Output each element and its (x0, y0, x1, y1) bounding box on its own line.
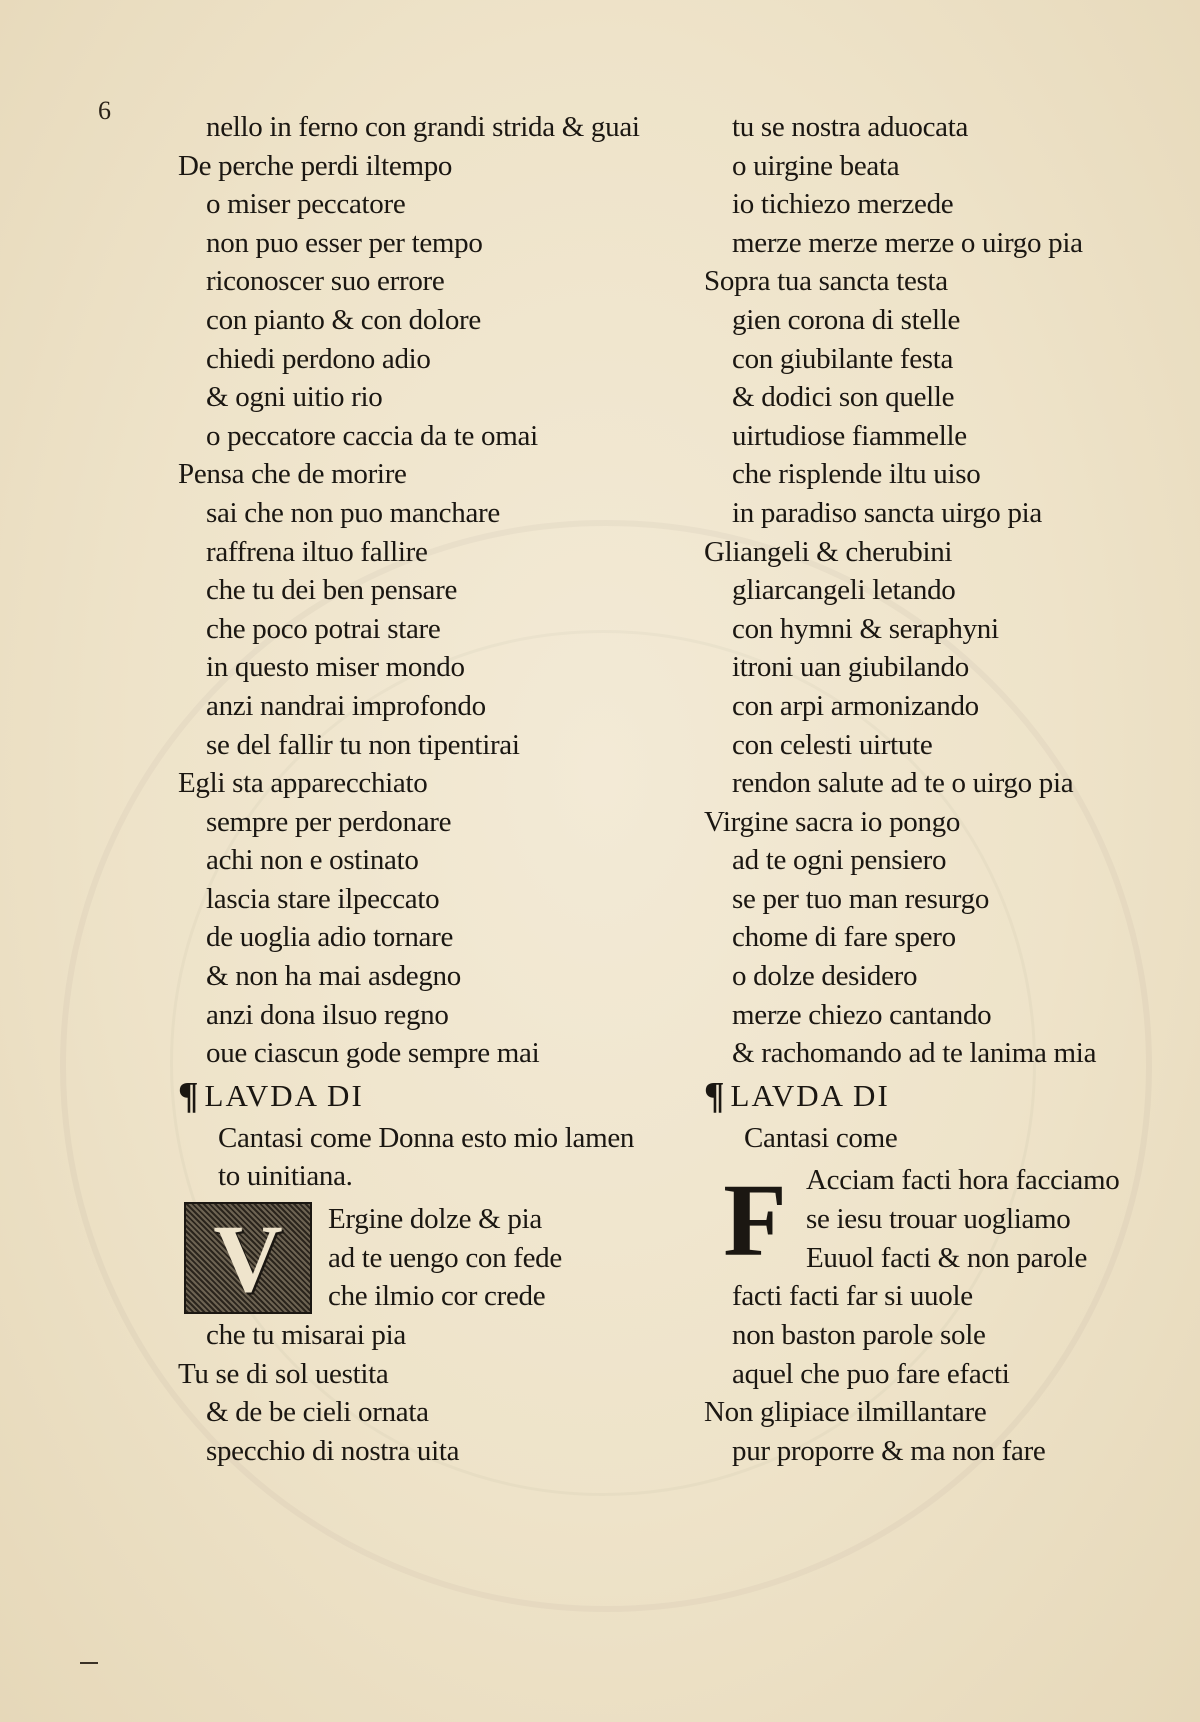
left-initial-block (178, 1200, 718, 1316)
verse-line: che risplende iltu uiso (732, 458, 981, 491)
right-initial-lines (806, 1161, 1119, 1277)
right-initial-block (704, 1161, 1200, 1277)
verse-line: io tichiezo merzede (732, 188, 954, 221)
verse-line: raffrena iltuo fallire (206, 535, 428, 568)
left-section-heading (178, 1073, 718, 1119)
right-section-heading (704, 1073, 1200, 1119)
verse-line: in questo miser mondo (206, 651, 465, 684)
verse-line: merze chiezo cantando (732, 998, 992, 1031)
left-column (178, 108, 718, 1470)
left-after-block (178, 1316, 718, 1470)
verse-line: Cantasi come (744, 1121, 898, 1154)
verse-line: to uinitiana. (218, 1160, 353, 1193)
verse-line: facti facti far si uuole (732, 1280, 973, 1313)
verse-line: Ergine dolze & pia (328, 1203, 542, 1236)
verse-line: chiedi perdono adio (206, 342, 431, 375)
verse-line: che tu misarai pia (206, 1319, 406, 1352)
verse-line: & non ha mai asdegno (206, 960, 461, 993)
verse-line: Acciam facti hora facciamo (806, 1164, 1120, 1197)
verse-line: con pianto & con dolore (206, 303, 481, 336)
verse-line: o peccatore caccia da te omai (206, 419, 538, 452)
verse-line: itroni uan giubilando (732, 651, 969, 684)
verse-line: con hymni & seraphyni (732, 612, 999, 645)
verse-line: nello in ferno con grandi strida & guai (206, 111, 640, 143)
left-verse-block (178, 108, 718, 1073)
verse-line: se iesu trouar uogliamo (806, 1203, 1071, 1236)
verse-line: specchio di nostra uita (206, 1434, 460, 1467)
verse-line: con arpi armonizando (732, 689, 979, 722)
verse-line: & rachomando ad te lanima mia (732, 1037, 1097, 1070)
verse-line: lascia stare ilpeccato (206, 882, 440, 915)
verse-line: De perche perdi iltempo (178, 149, 453, 182)
verse-line: aquel che puo fare efacti (732, 1357, 1010, 1390)
verse-line: che poco potrai stare (206, 612, 441, 645)
verse-line: Virgine sacra io pongo (704, 805, 961, 838)
verse-line: Pensa che de morire (178, 458, 407, 491)
decorated-initial-v: V (184, 1202, 312, 1314)
verse-line: se per tuo man resurgo (732, 882, 990, 915)
verse-line: sempre per perdonare (206, 805, 452, 838)
verse-line: Cantasi come Donna esto mio lamen (218, 1121, 635, 1154)
verse-line: sai che non puo manchare (206, 496, 500, 529)
verse-line: tu se nostra aduocata (732, 111, 969, 143)
verse-line: de uoglia adio tornare (206, 921, 454, 954)
right-heading-text: LAVDA DI (730, 1077, 890, 1113)
verse-line: & ogni uitio rio (206, 381, 383, 414)
verse-line: Egli sta apparecchiato (178, 767, 428, 800)
verse-line: che ilmio cor crede (328, 1280, 546, 1313)
verse-line: & dodici son quelle (732, 381, 955, 414)
margin-dash (80, 1662, 98, 1664)
folio-mark: 6 (98, 96, 111, 125)
verse-line: o dolze desidero (732, 960, 918, 993)
verse-line: che tu dei ben pensare (206, 574, 458, 607)
verse-line: Sopra tua sancta testa (704, 265, 948, 298)
verse-line: rendon salute ad te o uirgo pia (732, 767, 1074, 800)
verse-line: o miser peccatore (206, 188, 406, 221)
verse-line: uirtudiose fiammelle (732, 419, 967, 452)
verse-line: oue ciascun gode sempre mai (206, 1037, 540, 1070)
verse-line: o uirgine beata (732, 149, 900, 182)
verse-line: Tu se di sol uestita (178, 1357, 389, 1390)
verse-line: merze merze merze o uirgo pia (732, 226, 1083, 259)
right-verse-block (704, 108, 1200, 1073)
right-after-block (704, 1277, 1200, 1470)
verse-line: pur proporre & ma non fare (732, 1434, 1046, 1467)
right-column (704, 108, 1200, 1470)
verse-line: con giubilante festa (732, 342, 954, 375)
verse-line: anzi dona ilsuo regno (206, 998, 449, 1031)
verse-line: in paradiso sancta uirgo pia (732, 496, 1042, 529)
left-rubric (178, 1119, 718, 1196)
open-initial-f: F (723, 1163, 787, 1279)
verse-line: non puo esser per tempo (206, 226, 483, 259)
verse-line: riconoscer suo errore (206, 265, 445, 298)
pilcrow-icon: ¶ (178, 1074, 201, 1117)
left-heading-text: LAVDA DI (204, 1077, 364, 1113)
verse-line: anzi nandrai improfondo (206, 689, 486, 722)
verse-line: Euuol facti & non parole (806, 1241, 1088, 1274)
left-initial-lines (328, 1200, 562, 1316)
verse-line: se del fallir tu non tipentirai (206, 728, 520, 761)
verse-line: gliarcangeli letando (732, 574, 956, 607)
pilcrow-icon: ¶ (704, 1074, 727, 1117)
verse-line: con celesti uirtute (732, 728, 933, 761)
verse-line: chome di fare spero (732, 921, 956, 954)
verse-line: ad te ogni pensiero (732, 844, 947, 877)
right-rubric (704, 1119, 1200, 1158)
verse-line: & de be cieli ornata (206, 1396, 429, 1429)
verse-line: Gliangeli & cherubini (704, 535, 953, 568)
verse-line: ad te uengo con fede (328, 1241, 562, 1274)
verse-line: achi non e ostinato (206, 844, 419, 877)
verse-line: non baston parole sole (732, 1319, 986, 1352)
verse-line: gien corona di stelle (732, 303, 961, 336)
verse-line: Non glipiace ilmillantare (704, 1396, 987, 1429)
